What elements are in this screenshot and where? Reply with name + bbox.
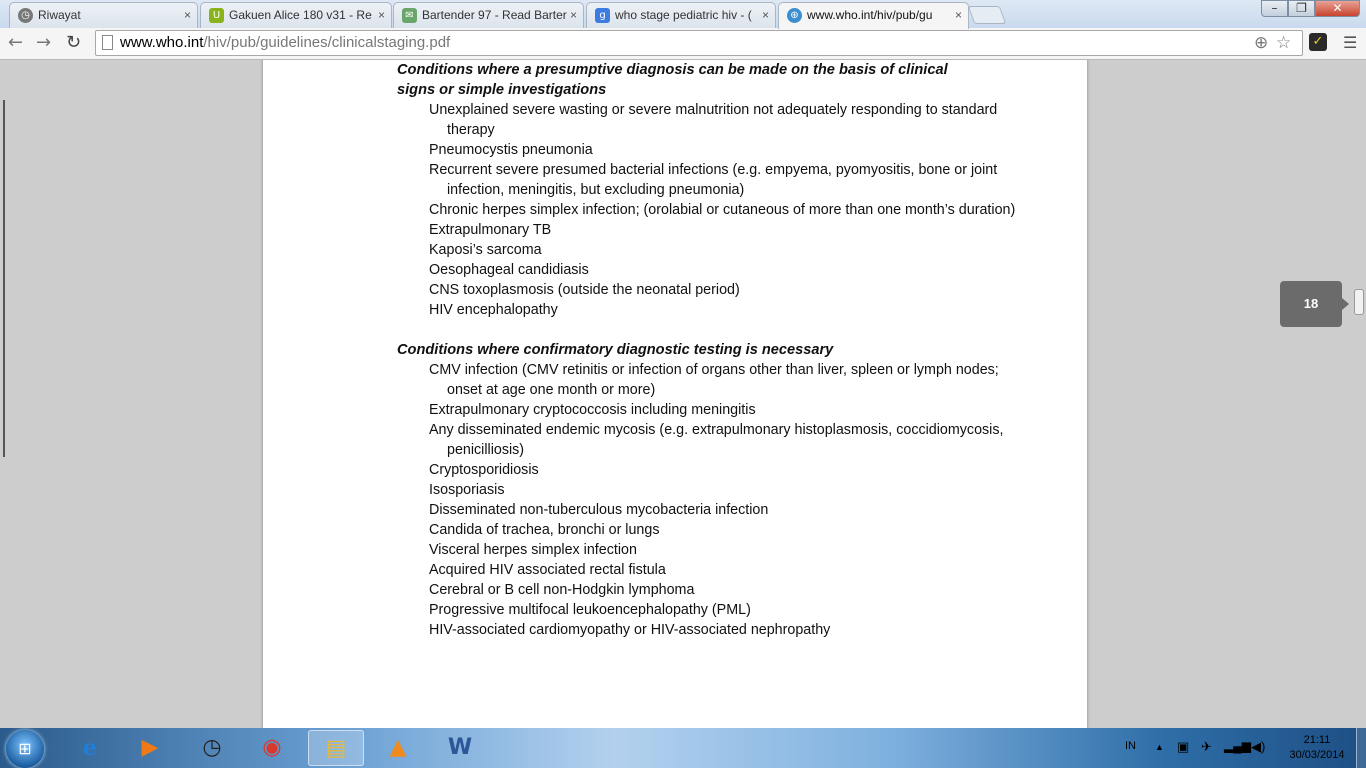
previous-page-edge [0,100,5,457]
url-path: /hiv/pub/guidelines/clinicalstaging.pdf [203,34,451,51]
list-item: Progressive multifocal leukoencephalopathy (PML) [429,602,751,618]
section-heading-presumptive-line1: Conditions where a presumptive diagnosis can be made on the basis of clinical [397,62,948,78]
minimize-button[interactable]: – [1261,0,1288,17]
list-item: Recurrent severe presumed bacterial infections (e.g. empyema, pyomyositis, bone or joint [429,162,998,178]
list-item: Pneumocystis pneumonia [429,142,593,158]
list-item: Disseminated non-tuberculous mycobacteria infection [429,502,769,518]
chrome-icon[interactable]: ◉ [262,735,282,760]
address-bar[interactable] [95,30,1303,56]
pdf-viewer [0,60,1366,728]
back-icon[interactable]: ← [8,32,24,53]
section-heading-presumptive-line2: signs or simple investigations [397,82,607,98]
zoom-icon[interactable]: ⊕ [1254,33,1269,53]
windows-taskbar [0,728,1366,768]
extension-icon[interactable]: ✓ [1309,33,1327,51]
tab-gakuen-alice[interactable] [200,2,392,28]
list-item: HIV encephalopathy [429,302,558,318]
list-item: Extrapulmonary cryptococcosis including meningitis [429,402,756,418]
google-icon: g [595,8,610,23]
clock-date: 30/03/2014 [1289,749,1345,761]
vlc-icon[interactable]: ▲ [389,735,407,760]
pin-icon[interactable]: ✈ [1201,739,1212,754]
bookmark-star-icon[interactable]: ☆ [1276,33,1292,53]
manga-site-icon: U [209,8,224,23]
maximize-button[interactable]: ❐ [1288,0,1315,17]
language-indicator[interactable]: IN [1125,740,1136,752]
book-site-icon: ✉ [402,8,417,23]
close-tab-icon[interactable]: × [761,8,769,22]
start-button[interactable] [6,730,44,768]
list-item-continuation: infection, meningitis, but excluding pneumonia) [447,182,745,198]
list-item-continuation: penicilliosis) [447,442,525,458]
list-item: CMV infection (CMV retinitis or infection of organs other than liver, spleen or lymph nodes; [429,362,999,378]
network-signal-icon[interactable]: ▂▄▆ [1224,739,1251,753]
url-text[interactable] [120,34,450,52]
volume-icon[interactable]: ◀) [1251,739,1266,754]
url-host: www.who.int [120,34,204,51]
file-explorer-icon[interactable]: ▤ [308,730,364,766]
close-tab-icon[interactable]: × [377,8,385,22]
list-item: Kaposi’s sarcoma [429,242,542,258]
forward-icon[interactable]: → [36,32,52,53]
who-globe-icon: ⊕ [787,8,802,23]
page-number-indicator: 18 [1280,281,1342,327]
windows-logo-icon: ⊞ [18,739,32,758]
list-item: Oesophageal candidiasis [429,262,589,278]
close-window-button[interactable]: ✕ [1315,0,1360,17]
list-item: HIV-associated cardiomyopathy or HIV-associated nephropathy [429,622,831,638]
tab-title: www.who.int/hiv/pub/gu [807,8,933,22]
list-item: Isosporiasis [429,482,505,498]
internet-explorer-icon[interactable]: e [83,735,97,761]
list-item: Candida of trachea, bronchi or lungs [429,522,660,538]
close-tab-icon[interactable]: × [954,8,962,22]
reload-icon[interactable]: ↻ [66,32,82,53]
menu-icon[interactable]: ☰ [1343,33,1358,52]
list-item-continuation: therapy [447,122,495,138]
list-item: Any disseminated endemic mycosis (e.g. extrapulmonary histoplasmosis, coccidiomycosis, [429,422,1004,438]
tab-title: Riwayat [38,8,81,22]
list-item: CNS toxoplasmosis (outside the neonatal period) [429,282,740,298]
section-heading-confirmatory: Conditions where confirmatory diagnostic testing is necessary [397,342,834,358]
tab-title: Bartender 97 - Read Barter [422,8,567,22]
list-item: Cryptosporidiosis [429,462,539,478]
list-item: Cerebral or B cell non-Hodgkin lymphoma [429,582,695,598]
list-item-continuation: onset at age one month or more) [447,382,656,398]
list-item: Acquired HIV associated rectal fistula [429,562,666,578]
close-tab-icon[interactable]: × [569,8,577,22]
show-hidden-icons-icon[interactable]: ▲ [1155,742,1164,752]
page-icon [102,35,113,50]
list-item: Unexplained severe wasting or severe malnutrition not adequately responding to standard [429,102,998,118]
clock-icon: ◷ [18,8,33,23]
pdf-page [263,60,1087,728]
scrollbar-thumb[interactable] [1354,289,1364,315]
tab-bartender[interactable] [393,2,584,28]
media-player-icon[interactable]: ▶ [141,735,159,760]
tab-who-pdf[interactable] [778,2,969,29]
tab-riwayat[interactable] [9,2,198,28]
browser-toolbar [0,28,1366,60]
tab-google-search[interactable] [586,2,776,28]
device-icon[interactable]: ▣ [1177,739,1190,754]
clock-app-icon[interactable]: ◷ [202,735,222,760]
tab-strip [0,0,1366,28]
word-icon[interactable]: W [447,735,473,760]
taskbar-clock[interactable] [1282,733,1352,763]
list-item: Extrapulmonary TB [429,222,552,238]
list-item: Chronic herpes simplex infection; (orolabial or cutaneous of more than one month’s duration) [429,202,1016,218]
list-item: Visceral herpes simplex infection [429,542,637,558]
tab-title: Gakuen Alice 180 v31 - Re [229,8,372,22]
clock-time: 21:11 [1303,734,1331,746]
new-tab-button[interactable] [968,6,1007,24]
tab-title: who stage pediatric hiv - ( [615,8,752,22]
show-desktop-button[interactable] [1356,728,1366,768]
close-tab-icon[interactable]: × [183,8,191,22]
